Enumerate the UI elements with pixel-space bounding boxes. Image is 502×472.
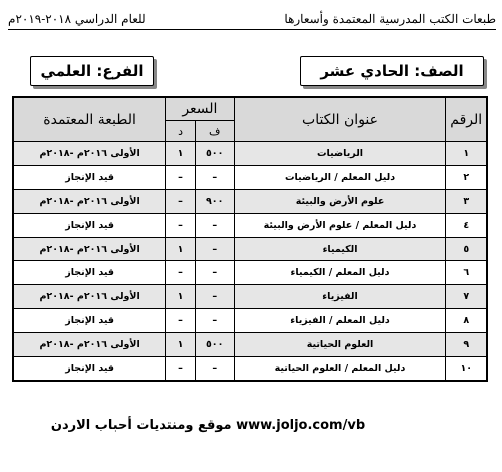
table-row [13,213,487,237]
book-title: الفيزياء [234,285,446,309]
price-dinar: – [166,357,196,381]
table-row [13,333,487,357]
table-row [13,237,487,261]
book-title: دليل المعلم / الكيمياء [234,261,446,285]
table-row [13,165,487,189]
header-fils: ف [195,121,234,142]
price-dinar: ١ [166,237,196,261]
header-number: الرقم [446,97,487,142]
header-price: السعر [166,97,234,121]
edition: الأولى ٢٠١٦م -٢٠١٨م [13,333,166,357]
price-fils: ٥٠٠ [195,333,234,357]
header-title: عنوان الكتاب [234,97,446,142]
row-number: ٢ [446,165,487,189]
books-table [12,96,488,382]
price-fils: – [195,261,234,285]
edition: الأولى ٢٠١٦م -٢٠١٨م [13,142,166,166]
row-number: ١ [446,142,487,166]
edition: الأولى ٢٠١٦م -٢٠١٨م [13,237,166,261]
row-number: ٩ [446,333,487,357]
price-fils: ٩٠٠ [195,189,234,213]
book-title: علوم الأرض والبيئة [234,189,446,213]
price-dinar: – [166,261,196,285]
book-title: العلوم الحياتية [234,333,446,357]
footer-website-credit: www.joljo.com/vb موقع ومنتديات أحباب الاردن [50,418,366,433]
edition: قيد الإنجاز [13,261,166,285]
row-number: ٦ [446,261,487,285]
table-row [13,309,487,333]
row-number: ٣ [446,189,487,213]
book-title: دليل المعلم / الفيزياء [234,309,446,333]
row-number: ٤ [446,213,487,237]
price-fils: – [195,309,234,333]
edition: الأولى ٢٠١٦م -٢٠١٨م [13,285,166,309]
price-fils: ٥٠٠ [195,142,234,166]
price-fils: – [195,357,234,381]
edition: قيد الإنجاز [13,309,166,333]
table-row [13,189,487,213]
table-row [13,142,487,166]
document-header [8,4,496,30]
table-row [13,285,487,309]
row-number: ٧ [446,285,487,309]
edition: قيد الإنجاز [13,213,166,237]
price-fils: – [195,213,234,237]
row-number: ١٠ [446,357,487,381]
branch-label-box: الفرع: العلمي [30,56,154,86]
price-dinar: ١ [166,285,196,309]
book-title: الكيمياء [234,237,446,261]
price-dinar: – [166,189,196,213]
price-fils: – [195,165,234,189]
document-title: طبعات الكتب المدرسية المعتمدة وأسعارها [284,12,496,26]
table-row [13,261,487,285]
price-fils: – [195,285,234,309]
price-dinar: – [166,213,196,237]
price-dinar: ١ [166,333,196,357]
book-title: دليل المعلم / العلوم الحياتية [234,357,446,381]
price-dinar: ١ [166,142,196,166]
price-fils: – [195,237,234,261]
edition: الأولى ٢٠١٦م -٢٠١٨م [13,189,166,213]
table-row [13,357,487,381]
book-title: الرياضيات [234,142,446,166]
header-edition: الطبعة المعتمدة [13,97,166,142]
row-number: ٨ [446,309,487,333]
book-title: دليل المعلم / علوم الأرض والبيئة [234,213,446,237]
academic-year: للعام الدراسي ٢٠١٨-٢٠١٩م [8,12,146,26]
row-number: ٥ [446,237,487,261]
edition: قيد الإنجاز [13,357,166,381]
price-dinar: – [166,309,196,333]
book-title: دليل المعلم / الرياضيات [234,165,446,189]
edition: قيد الإنجاز [13,165,166,189]
price-dinar: – [166,165,196,189]
class-label-box: الصف: الحادي عشر [300,56,484,86]
header-dinar: د [166,121,196,142]
